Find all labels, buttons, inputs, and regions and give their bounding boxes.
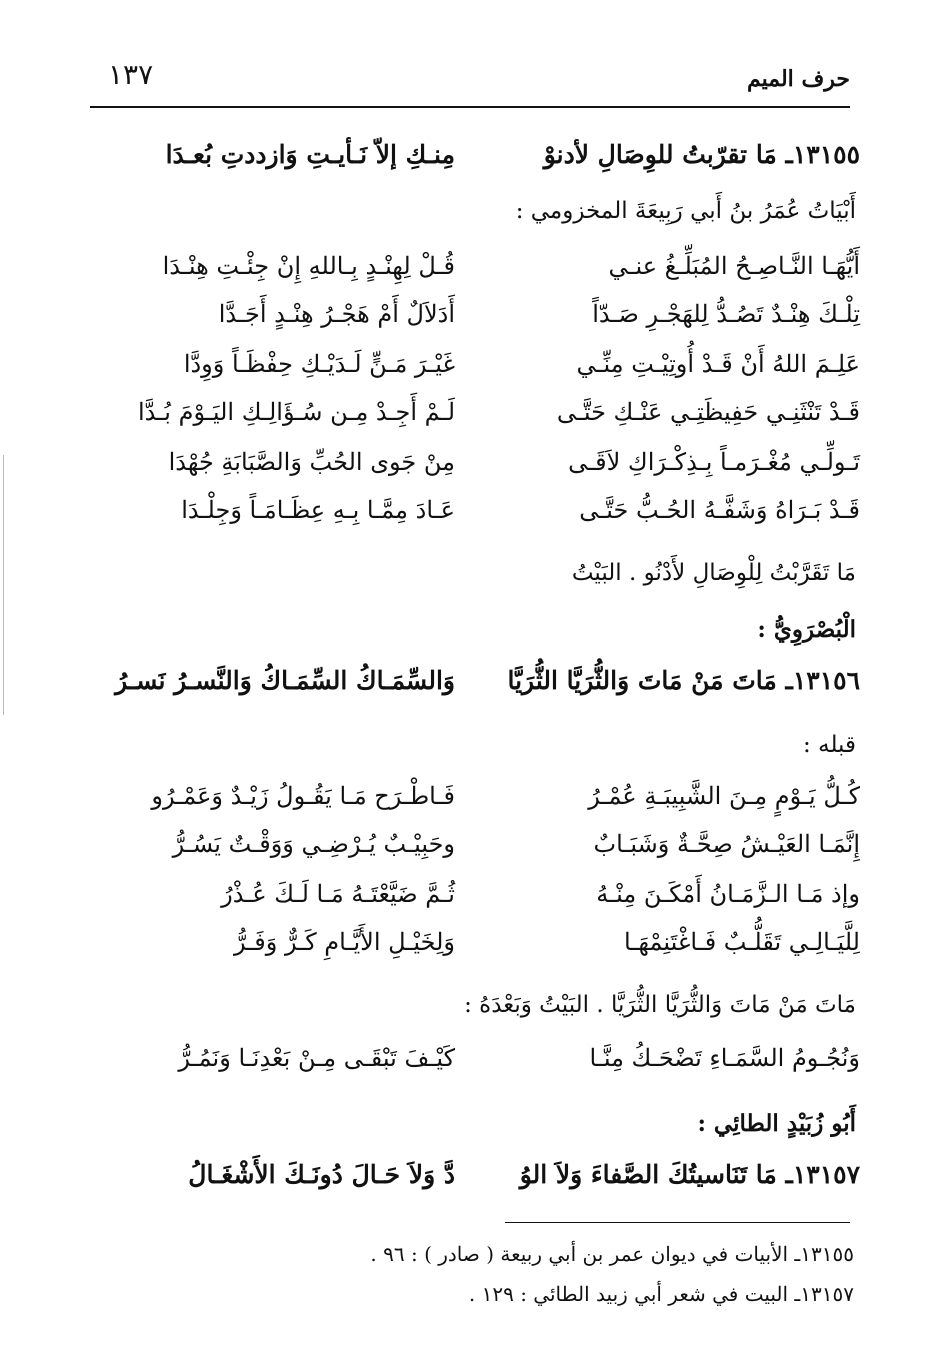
verse-second-half: مِنـكِ إلاّ نَـأيـتِ وَازددتِ بُعـدَا (165, 140, 455, 169)
verse-second-half: فَـاطْـرَح مَـا يَقُـولُ زَيْـدٌ وَعَمْـرُو (151, 782, 455, 810)
verse-first-half: أَيُّهَـا النَّـاصِـحُ المُبَلِّـغُ عنـي (608, 252, 860, 280)
main-verse-13156 (100, 666, 860, 710)
verse-first-half: وَنُجُـومُ السَّمَـاءِ تَضْحَـكُ مِنَّـا (589, 1044, 860, 1072)
verse-row (100, 928, 860, 972)
verse-row (100, 448, 860, 492)
verse-second-half: مِنْ جَوى الحُبِّ وَالصَّبَابَةِ جُهْدَا (168, 448, 455, 476)
verse-row (100, 300, 860, 344)
scan-margin-line (3, 455, 4, 715)
verse-first-half: تَـولِّـي مُغْـرَمـاً بِـذِكْـرَاكِ لاَقَـى (568, 448, 860, 476)
verse-first-half: ١٣١٥٥ـ مَا تقرّبتُ للوِصَالِ لأدنوْ (543, 140, 860, 169)
verse-first-half: قَـدْ تَنْثَنِـي حَفِيظَتِـي عَنْـكِ حَتَّـى (556, 398, 860, 426)
verse-first-half: إِنَّمَـا العَيْـشُ صِحَّـةٌ وَشَبَـابٌ (593, 830, 860, 858)
verse-second-half: أَدَلاَلٌ أَمْ هَجْـرُ هِنْـدٍ أَجَـدَّا (218, 300, 455, 328)
verse-first-half: كُـلُّ يَـوْمٍ مِـنَ الشَّبِيبَـةِ عُمْـرُ (588, 782, 860, 810)
verse-second-half: وَلِخَيْـلِ الأَيَّـامِ كَـرٌّ وَفَـرُّ (233, 928, 455, 956)
verse-first-half: ١٣١٥٧ـ مَا تَنَاسيتُكَ الصَّفاءَ وَلاَ الوُ (519, 1160, 860, 1189)
verse-second-half: عَـادَ مِمَّـا بِـهِ عِظَـامَـاً وَجِلْـدَا (181, 496, 455, 524)
verse-second-half: دَّ وَلاَ حَـالَ دُونَـكَ الأَشْغَـالُ (188, 1160, 455, 1189)
verse-second-half: ثُـمَّ ضَيَّعْتَـهُ مَـا لَـكَ عُـذْرُ (221, 880, 455, 908)
verse-row (100, 830, 860, 874)
poet-attribution: الْبُصْرَوِيُّ : (757, 616, 856, 643)
verse-row (100, 398, 860, 442)
closing-text: مَاتَ مَنْ مَاتَ وَالثُّرَيَّا الثُّرَيَّا . البَيْتُ وَبَعْدَهُ : (464, 992, 856, 1018)
footnote-rule (505, 1222, 850, 1223)
verse-second-half: كَيْـفَ تَبْقَـى مِـنْ بَعْدِنَـا وَنَمُـرُّ (178, 1044, 455, 1072)
verse-row (100, 1044, 860, 1088)
main-verse-13155 (100, 140, 860, 184)
intro-text: أَبْيَاتُ عُمَرُ بنُ أَبي رَبِيعَةَ المخزومي : (515, 198, 856, 224)
closing-text: مَا تَقَرَّبْتُ لِلْوِصَالِ لأَدْنُو . البَيْتُ (571, 560, 856, 586)
verse-row (100, 782, 860, 826)
verse-row (100, 350, 860, 394)
verse-first-half: تِلْـكَ هِنْـدٌ تَصُـدُّ لِلهَجْـرِ صَـدّاً (592, 300, 860, 328)
verse-row (100, 496, 860, 540)
footnote: ١٣١٥٥ـ الأبيات في ديوان عمر بن أبي ربيعة ( صادر ) : ٩٦ . (370, 1242, 854, 1266)
page-header (90, 58, 850, 98)
verse-second-half: غَيْـرَ مَـنٍّ لَـدَيْـكِ حِفْظَـاً وَوِدَّا (183, 350, 455, 378)
page-number: ١٣٧ (108, 58, 154, 91)
poet-attribution: أَبُو زُبَيْدٍ الطائِي : (697, 1110, 856, 1137)
header-rule (90, 106, 850, 108)
verse-row (100, 252, 860, 296)
verse-second-half: وحَبِيْـبٌ يُـرْضِـي وَوَقْـتٌ يَسُـرُّ (172, 830, 455, 858)
intro-text: قبله : (803, 732, 856, 758)
footnote: ١٣١٥٧ـ البيت في شعر أبي زبيد الطائي : ١٢٩ . (468, 1282, 854, 1306)
verse-first-half: لِلَّيَـالِـي تَقَلُّـبٌ فَـاغْتَنِمْهَـا (624, 928, 860, 956)
main-verse-13157 (100, 1160, 860, 1204)
verse-first-half: عَلِـمَ اللهُ أَنْ قَـدْ أُوتِيْـتِ مِنِّـي (576, 350, 860, 378)
verse-second-half: لَـمْ أَجِـدْ مِـن سُـؤَالِـكِ اليَـوْمَ بُـدَّا (137, 398, 455, 426)
verse-first-half: ١٣١٥٦ـ مَاتَ مَنْ مَاتَ وَالثُّرَيَّا الثُّرَيَّا (507, 666, 860, 695)
verse-second-half: قُـلْ لِهِنْـدٍ بِـاللهِ إِنْ جِئْـتِ هِنْـدَا (162, 252, 455, 280)
verse-row (100, 880, 860, 924)
running-title: حرف الميم (746, 66, 850, 92)
verse-second-half: وَالسِّمَـاكُ السِّمَـاكُ وَالنَّسـرُ نَسـرُ (115, 666, 455, 695)
verse-first-half: وإذ مَـا الـزَّمَـانُ أَمْكَـنَ مِنْـهُ (596, 880, 860, 908)
verse-first-half: قَـدْ بَـرَاهُ وَشَفَّـهُ الحُـبُّ حَتَّـى (579, 496, 860, 524)
